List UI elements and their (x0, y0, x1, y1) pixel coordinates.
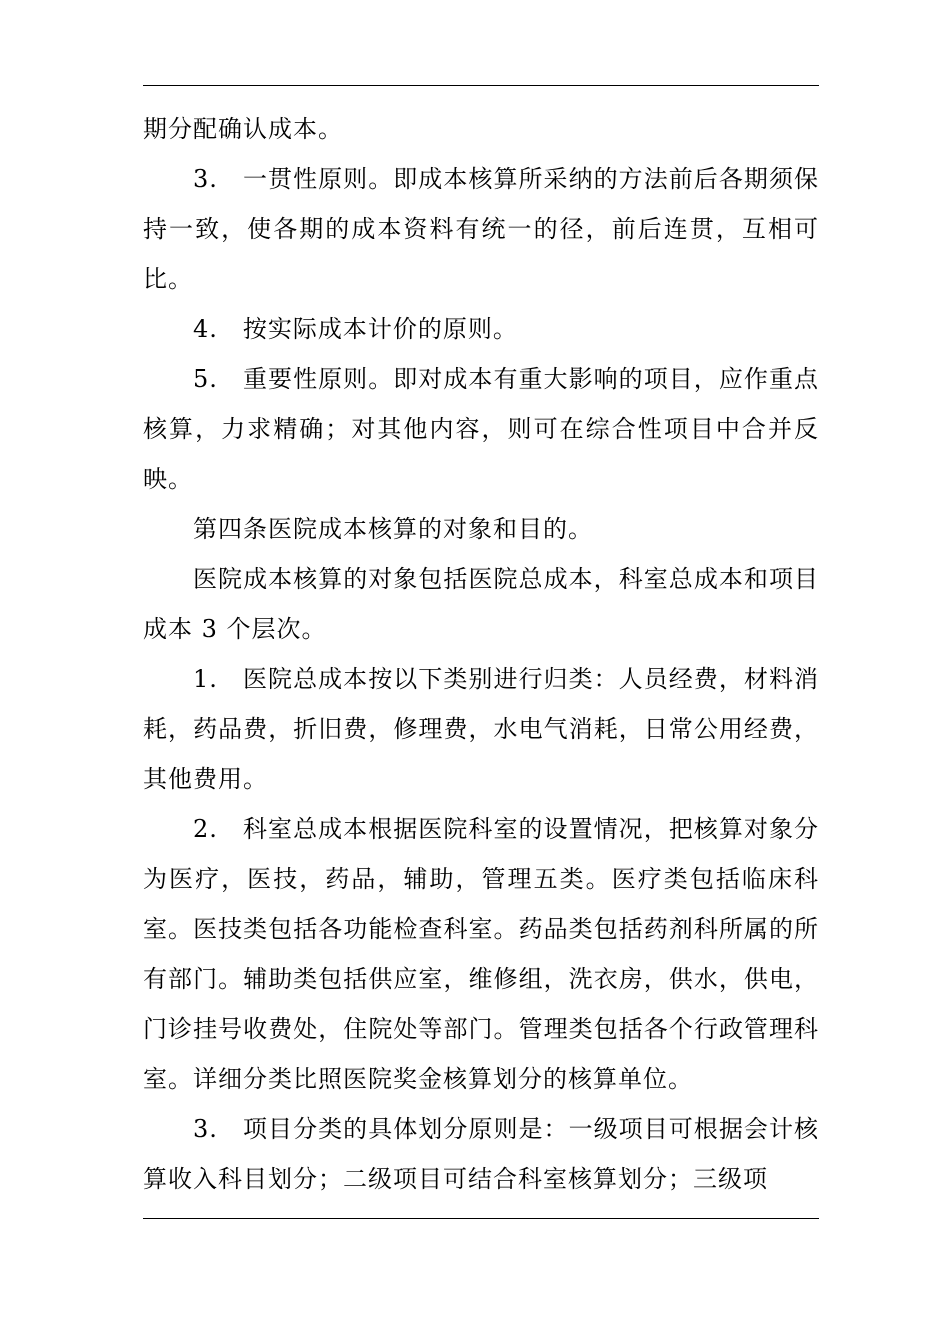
paragraph-materiality-principle: 5. 重要性原则。即对成本有重大影响的项目，应作重点核算，力求精确；对其他内容，则可在综合性项目中合并反映。 (143, 365, 819, 493)
paragraph-article-four-heading: 第四条医院成本核算的对象和目的。 (193, 515, 593, 543)
header-rule (143, 85, 819, 86)
paragraph-consistency-principle: 3. 一贯性原则。即成本核算所采纳的方法前后各期须保持一致，使各期的成本资料有统一的径，前后连贯，互相可比。 (143, 165, 819, 293)
footer-rule (143, 1218, 819, 1219)
paragraph-project-classification: 3. 项目分类的具体划分原则是：一级项目可根据会计核算收入科目划分；二级项目可结合科室核算划分；三级项 (143, 1115, 819, 1193)
paragraph-continuation: 期分配确认成本。 (143, 115, 343, 143)
paragraph-actual-cost-principle: 4. 按实际成本计价的原则。 (193, 315, 518, 343)
paragraph-costing-objects: 医院成本核算的对象包括医院总成本，科室总成本和项目成本 3 个层次。 (143, 565, 819, 643)
paragraph-department-total-cost: 2. 科室总成本根据医院科室的设置情况，把核算对象分为医疗，医技，药品，辅助，管理五类。医疗类包括临床科室。医技类包括各功能检查科室。药品类包括药剂科所属的所有部门。辅助类包括供应室，维修组，洗衣房，供水，供电，门诊挂号收费处，住院处等部门。管理类包括各个行政管理科室。详细分类比照医院奖金核算划分的核算单位。 (143, 815, 819, 1093)
document-body (143, 104, 819, 1204)
paragraph-hospital-total-cost: 1. 医院总成本按以下类别进行归类：人员经费，材料消耗，药品费，折旧费，修理费，水电气消耗，日常公用经费，其他费用。 (143, 665, 819, 793)
